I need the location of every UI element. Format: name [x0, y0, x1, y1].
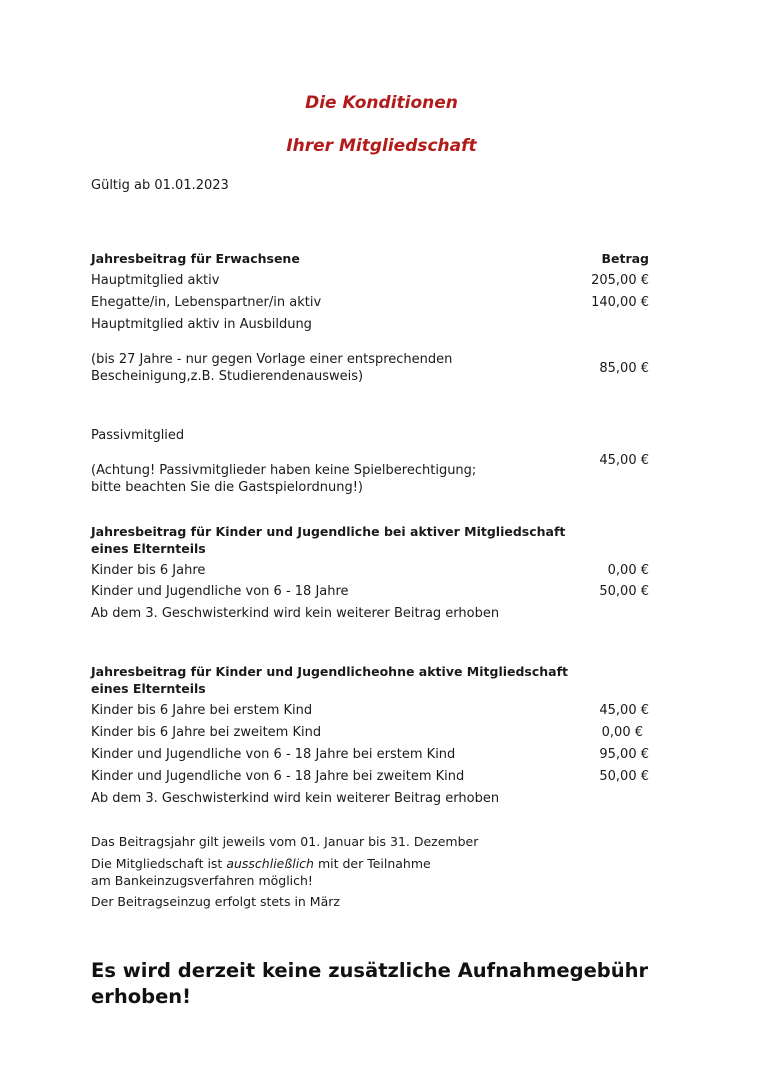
row-label: Kinder und Jugendliche von 6 - 18 Jahre — [91, 584, 349, 599]
row-label: Passivmitglied — [91, 428, 185, 443]
valid-from: Gültig ab 01.01.2023 — [91, 178, 229, 193]
row-label: Kinder und Jugendliche von 6 - 18 Jahre bei erstem Kind — [91, 747, 456, 762]
kids-active-heading: Jahresbeitrag für Kinder und Jugendliche bei aktiver Mitgliedschaft — [91, 524, 566, 539]
row-label: Kinder bis 6 Jahre — [91, 563, 206, 578]
row-label: Kinder bis 6 Jahre bei zweitem Kind — [91, 725, 322, 740]
row-amount: 50,00 € — [599, 584, 649, 599]
title-line-2: Ihrer Mitgliedschaft — [286, 136, 477, 156]
note-membership-emphasis: ausschließlich — [226, 856, 314, 871]
row-amount: 95,00 € — [599, 747, 649, 762]
row-label: Hauptmitglied aktiv in Ausbildung — [91, 317, 312, 332]
note-collection: Der Beitragseinzug erfolgt stets in März — [91, 894, 340, 909]
adults-heading: Jahresbeitrag für Erwachsene — [91, 251, 300, 266]
kids-passive-heading-cont: eines Elternteils — [91, 681, 206, 696]
row-amount: 85,00 € — [599, 361, 649, 376]
note-membership-cont: am Bankeinzugsverfahren möglich! — [91, 873, 313, 888]
note-membership-post: mit der Teilnahme — [313, 856, 431, 871]
row-amount: 45,00 € — [599, 453, 649, 468]
title-line-1: Die Konditionen — [305, 93, 458, 113]
row-amount: 0,00 € — [607, 563, 649, 578]
row-label: (bis 27 Jahre - nur gegen Vorlage einer entsprechenden — [91, 352, 453, 367]
row-amount: 0,00 € — [601, 725, 643, 740]
note-membership — [91, 855, 431, 872]
kids-passive-heading: Jahresbeitrag für Kinder und Jugendlicheohne aktive Mitgliedschaft — [91, 664, 569, 679]
row-label: Ab dem 3. Geschwisterkind wird kein weiterer Beitrag erhoben — [91, 606, 500, 621]
row-label-cont: bitte beachten Sie die Gastspielordnung!) — [91, 480, 363, 495]
row-amount: 205,00 € — [591, 273, 649, 288]
row-label: Kinder bis 6 Jahre bei erstem Kind — [91, 703, 313, 718]
note-year: Das Beitragsjahr gilt jeweils vom 01. Januar bis 31. Dezember — [91, 834, 479, 849]
row-amount: 140,00 € — [591, 295, 649, 310]
row-amount: 45,00 € — [599, 703, 649, 718]
row-label: Ab dem 3. Geschwisterkind wird kein weiterer Beitrag erhoben — [91, 791, 500, 806]
note-membership-pre: Die Mitgliedschaft ist — [91, 856, 227, 871]
footer-notice: Es wird derzeit keine zusätzliche Aufnahmegebühr erhoben! — [91, 959, 649, 1008]
row-label-cont: Bescheinigung,z.B. Studierendenausweis) — [91, 369, 364, 384]
row-label: Hauptmitglied aktiv — [91, 273, 220, 288]
row-label: Kinder und Jugendliche von 6 - 18 Jahre bei zweitem Kind — [91, 769, 465, 784]
amount-header: Betrag — [601, 251, 649, 266]
row-label: Ehegatte/in, Lebenspartner/in aktiv — [91, 295, 322, 310]
row-label: (Achtung! Passivmitglieder haben keine Spielberechtigung; — [91, 463, 477, 478]
kids-active-heading-cont: eines Elternteils — [91, 541, 206, 556]
row-amount: 50,00 € — [599, 769, 649, 784]
